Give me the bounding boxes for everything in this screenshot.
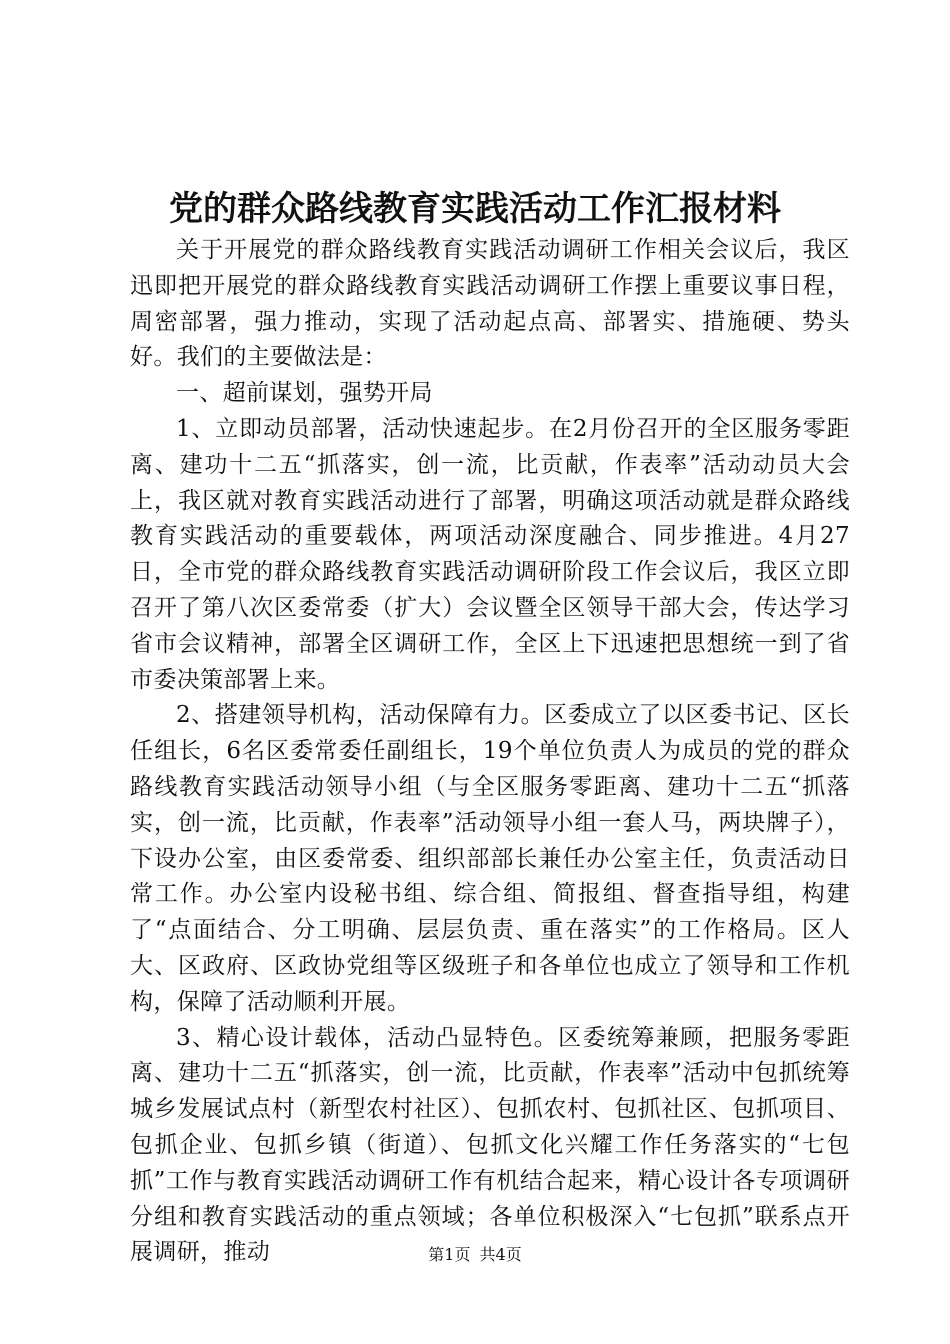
section-heading-1: 一、超前谋划，强势开局: [176, 380, 433, 407]
page-total: 共4页: [479, 1245, 522, 1264]
intro-paragraph: 关于开展党的群众路线教育实践活动调研工作相关会议后，我区迅即把开展党的群众路线教育实践活动调研工作摆上重要议事日程，周密部署，强力推动，实现了活动起点高、部署实、措施硬、势头好。我们的主要做法是：: [130, 237, 850, 371]
paragraph-item-2: 2、搭建领导机构，活动保障有力。区委成立了以区委书记、区长任组长，6名区委常委任副组长，19个单位负责人为成员的党的群众路线教育实践活动领导小组（与全区服务零距离、建功十二五“抓落实，创一流，比贡献，作表率”活动领导小组一套人马，两块牌子），下设办公室，由区委常委、组织部部长兼任办公室主任，负责活动日常工作。办公室内设秘书组、综合组、简报组、督查指导组，构建了“点面结合、分工明确、层层负责、重在落实”的工作格局。区人大、区政府、区政协党组等区级班子和各单位也成立了领导和工作机构，保障了活动顺利开展。: [130, 702, 850, 1015]
document-title: 党的群众路线教育实践活动工作汇报材料: [169, 189, 781, 229]
document-body: [130, 233, 850, 1271]
page-number: 第1页: [428, 1245, 471, 1264]
page-footer: [0, 1245, 950, 1265]
paragraph-item-3: 3、精心设计载体，活动凸显特色。区委统筹兼顾，把服务零距离、建功十二五“抓落实，创一流，比贡献，作表率”活动中包抓统筹城乡发展试点村（新型农村社区）、包抓农村、包抓社区、包抓项目、包抓企业、包抓乡镇（街道）、包抓文化兴耀工作任务落实的“七包抓”工作与教育实践活动调研工作有机结合起来，精心设计各专项调研分组和教育实践活动的重点领域；各单位积极深入“七包抓”联系点开展调研，推动: [130, 1024, 850, 1266]
paragraph-item-1: 1、立即动员部署，活动快速起步。在2月份召开的全区服务零距离、建功十二五“抓落实，创一流，比贡献，作表率”活动动员大会上，我区就对教育实践活动进行了部署，明确这项活动就是群众路线教育实践活动的重要载体，两项活动深度融合、同步推进。4月27日，全市党的群众路线教育实践活动调研阶段工作会议后，我区立即召开了第八次区委常委（扩大）会议暨全区领导干部大会，传达学习省市会议精神，部署全区调研工作，全区上下迅速把思想统一到了省市委决策部署上来。: [130, 415, 850, 693]
